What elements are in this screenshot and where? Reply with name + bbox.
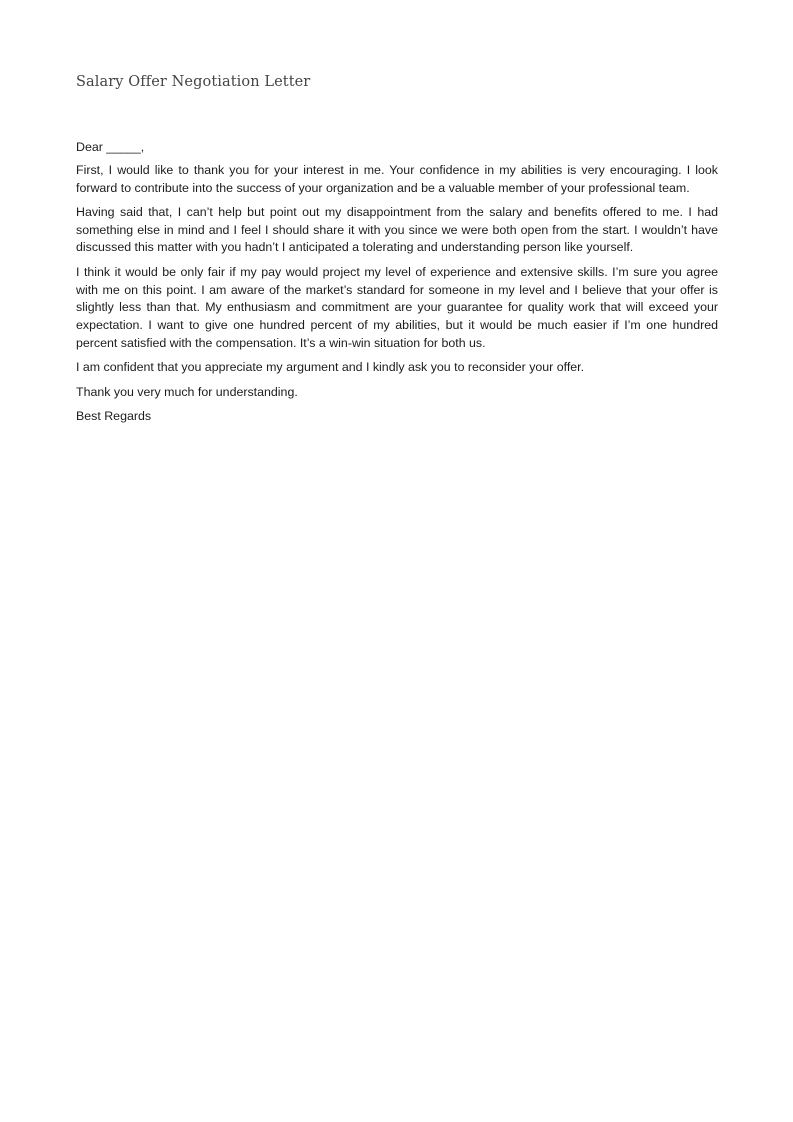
paragraph-fair-pay: I think it would be only fair if my pay would project my level of experience and extensive skills. I’m sure you agree with me on this point. I am aware of the market’s standard for someone in my level and I believe that your offer is slightly less than that. My enthusiasm and commitment are your guarantee for quality work that will exceed your expectation. I want to give one hundred percent of my abilities, but it would be much easier if I’m one hundred percent satisfied with the compensation. It’s a win-win situation for both us. [76, 264, 718, 350]
letter-body [76, 139, 718, 432]
paragraph-reconsider: I am confident that you appreciate my argument and I kindly ask you to reconsider your offer. [76, 360, 585, 375]
letter-title: Salary Offer Negotiation Letter [76, 74, 311, 90]
paragraph-disappointment: Having said that, I can’t help but point out my disappointment from the salary and benefits offered to me. I had something else in mind and I feel I should share it with you since we were both open from the start. I wouldn’t have discussed this matter with you hadn’t I anticipated a tolerating and understanding person like yourself. [76, 204, 718, 255]
salutation: Dear _____, [76, 140, 145, 154]
thanks-line: Thank you very much for understanding. [76, 384, 298, 399]
paragraph-thanks-interest: First, I would like to thank you for your interest in me. Your confidence in my abilities is very encouraging. I look forward to contribute into the success of your organization and be a valuable member of your professional team. [76, 162, 718, 195]
signoff: Best Regards [76, 408, 152, 423]
